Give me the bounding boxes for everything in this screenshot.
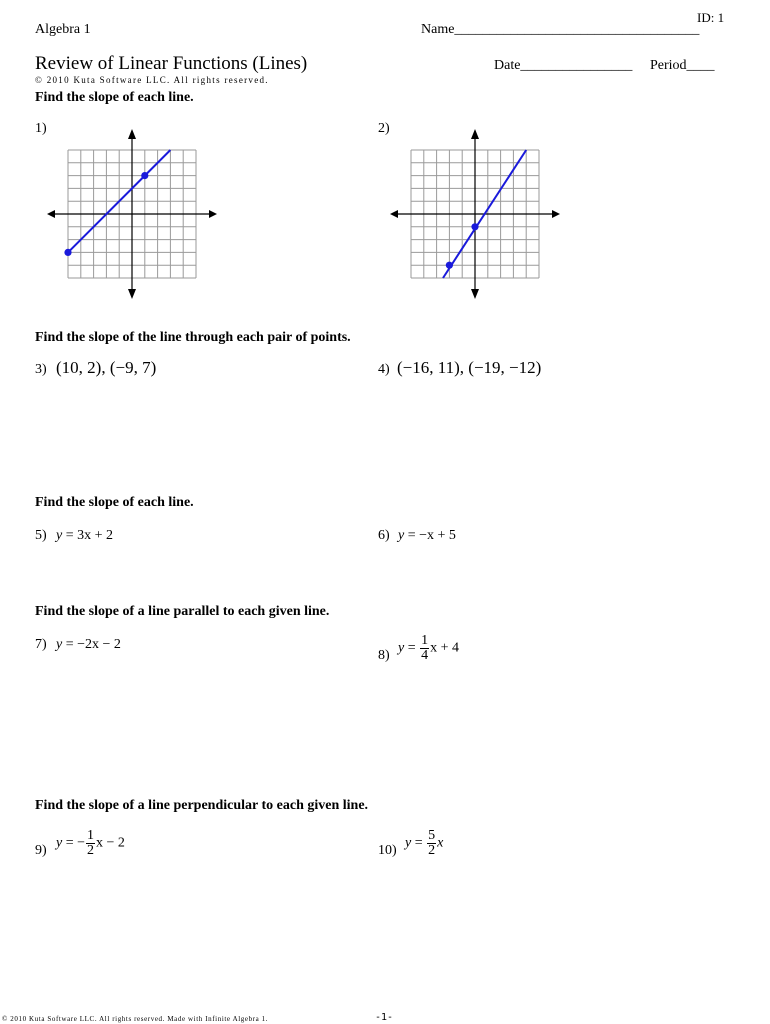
arrow-left (390, 210, 398, 218)
arrow-down (471, 289, 479, 299)
problem-number: 7) (35, 637, 47, 652)
problem-number: 2) (378, 121, 390, 136)
arrow-right (209, 210, 217, 218)
equation: y = −x + 5 (398, 528, 456, 543)
name-field: Name___________________________________ (421, 22, 700, 37)
equation: y = −2x − 2 (56, 637, 121, 652)
problem-number: 1) (35, 121, 47, 136)
period-field: Period____ (650, 58, 715, 73)
arrow-right (552, 210, 560, 218)
section-instruction: Find the slope of each line. (35, 495, 194, 510)
graph-point (446, 262, 453, 269)
section-instruction: Find the slope of each line. (35, 90, 194, 105)
problem-number: 8) (378, 648, 390, 663)
equation: y = $\frac{1}{4}$ x + 4 (398, 633, 460, 663)
date-field: Date________________ (494, 58, 633, 73)
graph-point (471, 223, 478, 230)
fraction: $\frac{1}{2}$ (87, 828, 95, 858)
point-pair: (−16, 11), (−19, −12) (397, 358, 542, 377)
arrow-left (47, 210, 55, 218)
problem-number: 10) (378, 843, 397, 858)
problem-number: 6) (378, 528, 390, 543)
point-pair: (10, 2), (−9, 7) (56, 358, 157, 377)
course-label: Algebra 1 (35, 22, 91, 37)
graph-point (141, 172, 148, 179)
arrow-down (128, 289, 136, 299)
section-instruction: Find the slope of the line through each pair of points. (35, 330, 351, 345)
arrow-up (128, 129, 136, 139)
equation: y = $\frac{5}{2}$ x (405, 828, 444, 858)
fraction: $\frac{1}{4}$ (421, 633, 429, 663)
worksheet-id: ID: 1 (697, 10, 725, 25)
equation: y = 3x + 2 (56, 528, 114, 543)
problem-number: 3) (35, 362, 47, 377)
problem-number: 4) (378, 362, 390, 377)
graph-point (64, 249, 71, 256)
page-title: Review of Linear Functions (Lines) (35, 53, 308, 74)
coordinate-graph (47, 129, 217, 299)
copyright-notice: © 2010 Kuta Software LLC. All rights reserved. (35, 75, 269, 85)
footer-copyright: © 2010 Kuta Software LLC. All rights reserved. Made with Infinite Algebra 1. (2, 1015, 269, 1023)
section-instruction: Find the slope of a line perpendicular to each given line. (35, 798, 369, 813)
section-instruction: Find the slope of a line parallel to each given line. (35, 604, 330, 619)
problem-number: 5) (35, 528, 47, 543)
equation: y = − $\frac{1}{2}$ x − 2 (56, 828, 125, 858)
page-number: -1- (375, 1012, 394, 1023)
arrow-up (471, 129, 479, 139)
fraction: $\frac{5}{2}$ (428, 828, 436, 858)
problem-number: 9) (35, 843, 47, 858)
coordinate-graph (390, 129, 560, 299)
